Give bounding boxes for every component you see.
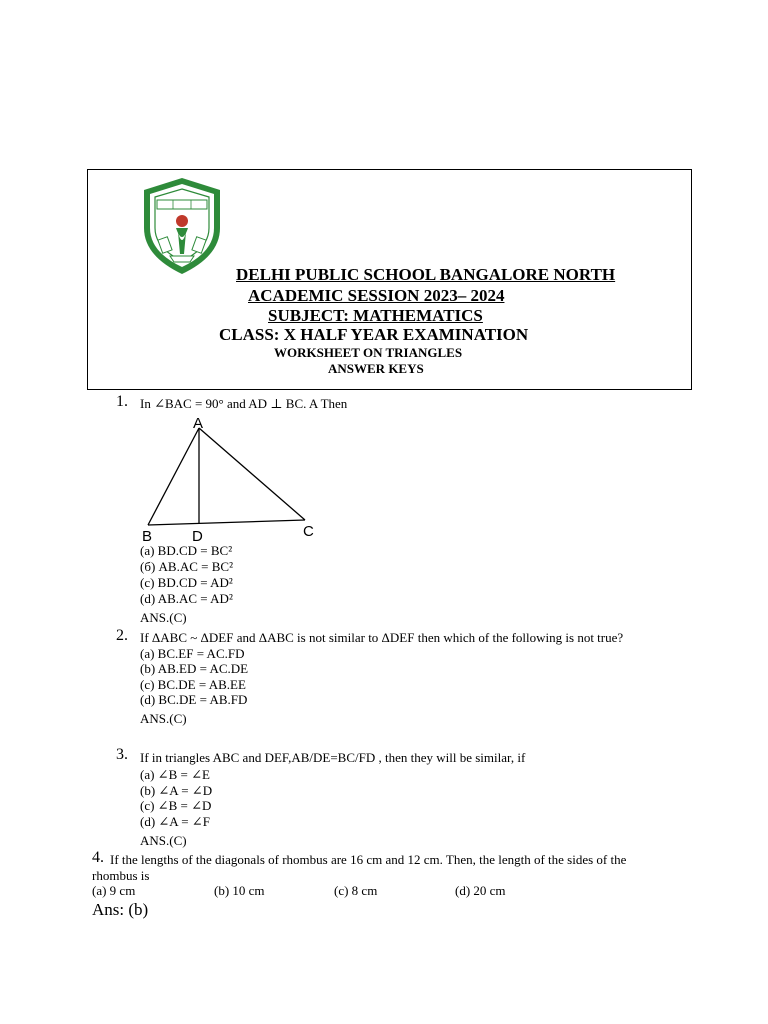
q1-option-c: (c) BD.CD = AD² (140, 575, 233, 590)
label-a: A (193, 415, 204, 432)
subject: SUBJECT: MATHEMATICS (268, 306, 483, 325)
q1-text: In ∠BAC = 90° and AD ⊥ BC. A Then (140, 396, 348, 411)
q3-option-b: (b) ∠A = ∠D (140, 783, 213, 798)
label-c: C (303, 523, 314, 540)
q4-option-b: (b) 10 cm (214, 883, 265, 898)
q2-option-d: (d) BC.DE = AB.FD (140, 692, 248, 707)
q2-option-b: (b) AB.ED = AC.DE (140, 661, 249, 676)
answer-keys-title: ANSWER KEYS (328, 361, 424, 376)
q3-option-a: (a) ∠B = ∠E (140, 767, 210, 782)
school-name: DELHI PUBLIC SCHOOL BANGALORE NORTH (236, 265, 616, 284)
q3-option-d: (d) ∠A = ∠F (140, 814, 210, 829)
q2-number: 2. (116, 627, 128, 644)
label-d: D (192, 528, 203, 545)
triangle-diagram (140, 412, 330, 547)
q1-option-d: (d) AB.AC = AD² (140, 591, 233, 606)
q3-answer: ANS.(C) (140, 833, 187, 848)
q2-option-a: (a) BC.EF = AC.FD (140, 646, 245, 661)
q3-option-c: (c) ∠B = ∠D (140, 798, 212, 813)
q3-text: If in triangles ABC and DEF,AB/DE=BC/FD , then they will be similar, if (140, 750, 526, 765)
q1-number: 1. (116, 393, 128, 410)
q3-number: 3. (116, 746, 128, 763)
q2-text: If ΔABC ~ ΔDEF and ΔABC is not similar to ΔDEF then which of the following is not true? (140, 630, 624, 645)
school-crest-icon (140, 176, 224, 276)
q2-answer: ANS.(C) (140, 711, 187, 726)
academic-session: ACADEMIC SESSION 2023– 2024 (248, 286, 505, 305)
header-box (87, 169, 692, 390)
q2-option-c: (c) BC.DE = AB.EE (140, 677, 246, 692)
q4-text-line2: rhombus is (92, 868, 150, 883)
q1-answer: ANS.(C) (140, 610, 187, 625)
q4-option-c: (c) 8 cm (334, 883, 378, 898)
q4-option-a: (a) 9 cm (92, 883, 136, 898)
label-b: B (142, 528, 153, 545)
class-line: CLASS: X HALF YEAR EXAMINATION (219, 325, 529, 344)
worksheet-title: WORKSHEET ON TRIANGLES (274, 345, 463, 360)
q4-text-line1: If the lengths of the diagonals of rhombus are 16 cm and 12 cm. Then, the length of the sides of the (110, 852, 627, 867)
q1-option-b: (б) AB.AC = BC² (140, 559, 233, 574)
q1-option-a: (a) BD.CD = BC² (140, 543, 233, 558)
q4-option-d: (d) 20 cm (455, 883, 506, 898)
q4-answer: Ans: (b) (92, 900, 149, 919)
q4-number: 4. (92, 849, 104, 866)
